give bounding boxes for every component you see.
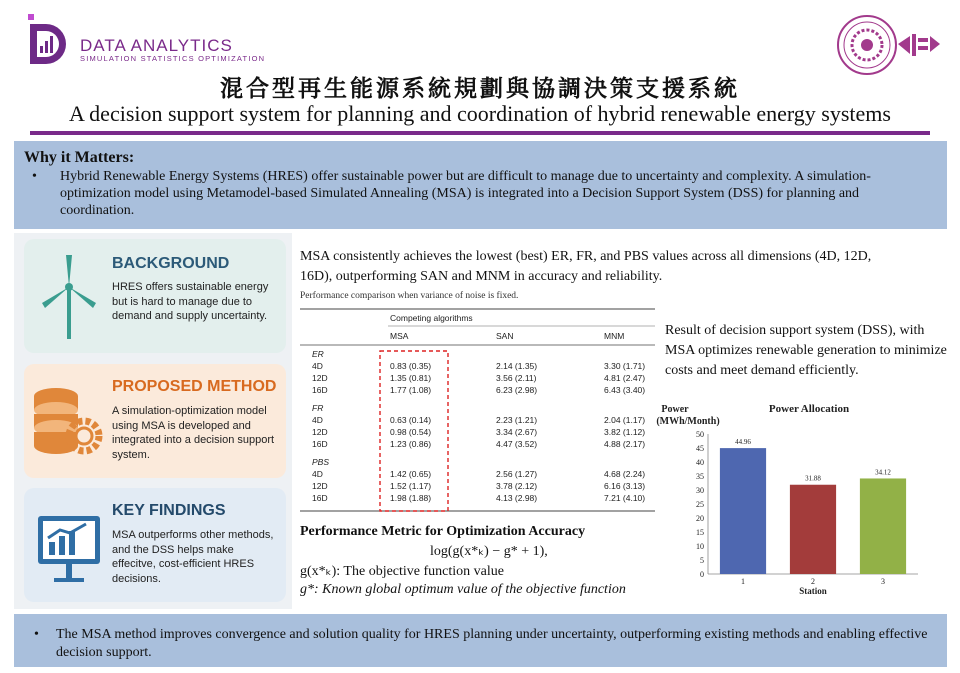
table-cell: 1.35 (0.81) [390, 373, 432, 383]
why-bullet-item [24, 168, 933, 219]
conclusion-panel [14, 614, 947, 667]
university-seal [836, 14, 898, 76]
bar-station-3 [860, 478, 906, 574]
table-row-dimension: 4D [312, 415, 323, 425]
y-tick-label: 10 [696, 542, 704, 551]
y-tick-label: 50 [696, 430, 704, 439]
table-cell: 0.83 (0.35) [390, 361, 432, 371]
table-cell: 0.63 (0.14) [390, 415, 432, 425]
chart-title: Power Allocation [768, 403, 850, 415]
data-analytics-logo [26, 14, 70, 66]
y-tick-label: 40 [696, 458, 704, 467]
findings-text: MSA outperforms other methods, and the DSS helps make effecitve, cost-efficient HRES decisions. [112, 529, 274, 585]
title-english: A decision support system for planning and coordination of hybrid renewable energy systems [69, 101, 891, 126]
chart-xlabel: Station [799, 586, 827, 596]
performance-table [300, 307, 655, 513]
power-allocation-chart [652, 400, 952, 600]
table-group-header: Competing algorithms [390, 313, 473, 323]
x-tick-label: 1 [741, 577, 745, 586]
bar-value-label: 31.88 [805, 474, 821, 483]
metric-title: Performance Metric for Optimization Accuracy [300, 524, 586, 539]
table-cell: 4.13 (2.98) [496, 493, 538, 503]
y-tick-label: 30 [696, 486, 704, 495]
table-section-label: ER [312, 349, 324, 359]
method-card [24, 364, 286, 478]
table-cell: 1.98 (1.88) [390, 493, 432, 503]
table-cell: 1.77 (1.08) [390, 385, 432, 395]
table-section-label: PBS [312, 457, 330, 467]
table-row-dimension: 16D [312, 493, 328, 503]
background-title: BACKGROUND [112, 255, 230, 272]
database-gear-icon [28, 376, 106, 468]
y-tick-label: 35 [696, 472, 704, 481]
table-cell: 3.78 (2.12) [496, 481, 538, 491]
logo-name: DATA ANALYTICS [80, 36, 233, 55]
title-divider [30, 131, 930, 135]
bar-value-label: 44.96 [735, 438, 751, 447]
table-cell: 1.42 (0.65) [390, 469, 432, 479]
conclusion-bullet-item [28, 626, 933, 662]
why-heading: Why it Matters: [24, 149, 135, 166]
bar-value-label: 34.12 [875, 468, 891, 477]
optimum-definition: g*: Known global optimum value of the objective function [300, 582, 626, 597]
table-row-dimension: 16D [312, 439, 328, 449]
method-text: A simulation-optimization model using MSA is developed and integrated into a decision support system. [112, 405, 275, 461]
chart-presentation-icon [32, 502, 110, 594]
y-tick-label: 0 [700, 570, 704, 579]
table-cell: 4.81 (2.47) [604, 373, 646, 383]
findings-title: KEY FINDINGS [112, 502, 226, 519]
why-it-matters-panel [14, 141, 947, 229]
table-cell: 3.30 (1.71) [604, 361, 646, 371]
bar-station-2 [790, 485, 836, 574]
y-tick-label: 5 [700, 556, 704, 565]
table-cell: 6.43 (3.40) [604, 385, 646, 395]
table-cell: 3.56 (2.11) [496, 373, 537, 383]
university-mark [896, 30, 942, 60]
y-tick-label: 25 [696, 500, 704, 509]
dss-result-text: Result of decision support system (DSS), with MSA optimizes renewable generation to minimize costs and meet demand efficiently. [665, 323, 947, 378]
table-caption: Performance comparison when variance of noise is fixed. [300, 291, 519, 301]
title-chinese: 混合型再生能源系統規劃與協調決策支援系統 [220, 76, 740, 102]
table-cell: 4.88 (2.17) [604, 439, 646, 449]
table-cell: 2.14 (1.35) [496, 361, 538, 371]
table-row-dimension: 4D [312, 361, 323, 371]
table-cell: 2.23 (1.21) [496, 415, 538, 425]
table-cell: 1.23 (0.86) [390, 439, 432, 449]
table-cell: 7.21 (4.10) [604, 493, 646, 503]
table-cell: 4.68 (2.24) [604, 469, 646, 479]
objective-definition: g(x*ₖ): The objective function value [300, 564, 504, 579]
table-cell: 2.04 (1.17) [604, 415, 646, 425]
wind-turbine-icon [30, 251, 108, 343]
conclusion-text: The MSA method improves convergence and solution quality for HRES planning under uncertainty, outperforming existing methods and enabling effective decision support. [56, 627, 928, 660]
table-cell: 1.52 (1.17) [390, 481, 432, 491]
table-column-header: MSA [390, 331, 409, 341]
y-tick-label: 20 [696, 514, 704, 523]
background-card [24, 239, 286, 353]
metric-formula: log(g(x*ₖ) − g* + 1), [430, 544, 548, 559]
y-tick-label: 15 [696, 528, 704, 537]
chart-ylabel-line2: (MWh/Month) [656, 416, 720, 427]
table-row-dimension: 4D [312, 469, 323, 479]
chart-ylabel-line1: Power [661, 404, 689, 415]
bar-station-1 [720, 448, 766, 574]
findings-card [24, 488, 286, 602]
msa-summary: MSA consistently achieves the lowest (best) ER, FR, and PBS values across all dimensions (4D, 12D, 16D), outperforming SAN and MNM in accuracy and reliability. [300, 249, 872, 284]
why-text: Hybrid Renewable Energy Systems (HRES) offer sustainable power but are difficult to manage due to uncertainty and complexity. A simulation-optimization model using Metamodel-based Simulated Annealing (MSA) is integrated into a Decision Support System (DSS) for planning and coordination. [60, 169, 871, 218]
table-row-dimension: 12D [312, 427, 328, 437]
table-section-label: FR [312, 403, 324, 413]
logo-subtitle: SIMULATION STATISTICS OPTIMIZATION [80, 54, 266, 63]
table-row-dimension: 16D [312, 385, 328, 395]
table-cell: 3.34 (2.67) [496, 427, 538, 437]
table-column-header: SAN [496, 331, 514, 341]
background-text: HRES offers sustainable energy but is hard to manage due to demand and supply uncertainty. [112, 281, 269, 322]
table-row-dimension: 12D [312, 481, 328, 491]
table-cell: 6.23 (2.98) [496, 385, 538, 395]
x-tick-label: 2 [811, 577, 815, 586]
table-row-dimension: 12D [312, 373, 328, 383]
table-cell: 2.56 (1.27) [496, 469, 538, 479]
table-cell: 0.98 (0.54) [390, 427, 432, 437]
table-cell: 4.47 (3.52) [496, 439, 538, 449]
table-cell: 6.16 (3.13) [604, 481, 646, 491]
table-column-header: MNM [604, 331, 625, 341]
bullet-marker: • [32, 169, 37, 184]
method-title: PROPOSED METHOD [112, 378, 277, 395]
table-cell: 3.82 (1.12) [604, 427, 646, 437]
y-tick-label: 45 [696, 444, 704, 453]
bullet-marker: • [34, 627, 39, 642]
x-tick-label: 3 [881, 577, 885, 586]
